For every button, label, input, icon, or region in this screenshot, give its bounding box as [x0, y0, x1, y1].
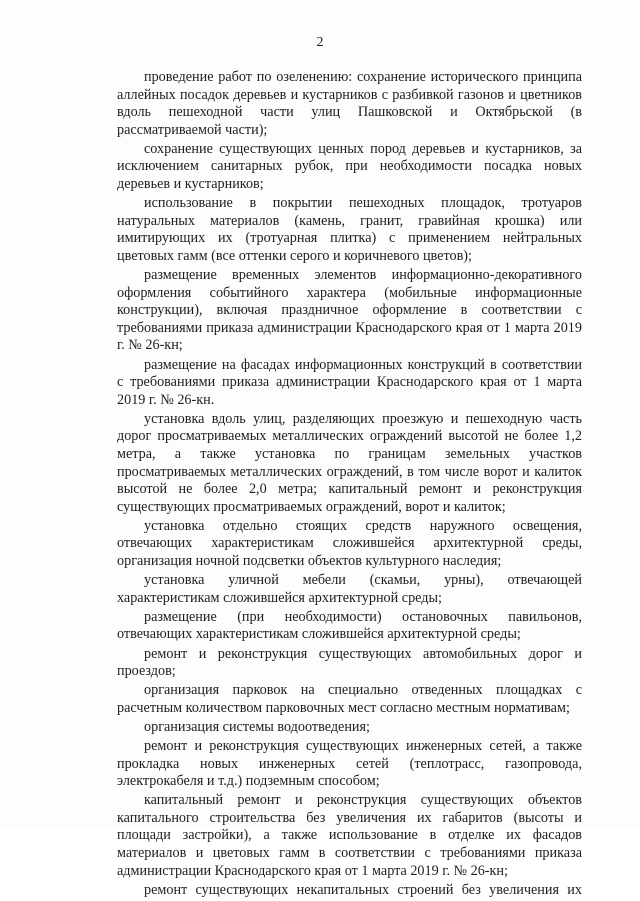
paragraph: использование в покрытии пешеходных площадок, тротуаров натуральных материалов (камень, гранит, гравийная крошка) или имитирующих их (тротуарная плитка) с применением нейтральных цветовых гамм (все оттенки серого и коричневого цветов); — [117, 195, 582, 264]
paragraph: сохранение существующих ценных пород деревьев и кустарников, за исключением санитарных рубок, при необходимости посадка новых деревьев и кустарников; — [117, 140, 582, 193]
paragraph: размещение на фасадах информационных конструкций в соответствии с требованиями приказа администрации Краснодарского края от 1 марта 2019 г. № 26-кн. — [117, 356, 582, 408]
paragraph: размещение временных элементов информационно-декоративного оформления событийного характера (мобильные информационные конструкции), включая праздничное оформление в соответствии с требованиями приказа администрации Краснодарского края от 1 марта 2019 г. № 26-кн; — [117, 267, 582, 354]
paragraph: установка вдоль улиц, разделяющих проезжую и пешеходную часть дорог просматриваемых металлических ограждений высотой не более 1,2 метра, а также установка по границам земельных участков просматриваемых металлических ограждений, в том числе ворот и калиток высотой не более 2,0 метра; капитальный ремонт и реконструкция существующих просматриваемых ограждений, ворот и калиток; — [117, 410, 582, 515]
paragraph: капитальный ремонт и реконструкция существующих объектов капитального строительства без увеличения их габаритов (высоты и площади застройки), а также использование в отделке их фасадов материалов и цветовых гамм в соответствии с требованиями приказа администрации Краснодарского края от 1 марта 2019 г. № 26-кн; — [117, 792, 582, 879]
paragraph: ремонт существующих некапитальных строений без увеличения их — [144, 881, 582, 898]
paragraph: ремонт и реконструкция существующих автомобильных дорог и проездов; — [117, 645, 582, 680]
paragraph: проведение работ по озеленению: сохранение исторического принципа аллейных посадок деревьев и кустарников с разбивкой газонов и цветников вдоль пешеходной части улиц Пашковской и Октябрьской (в рассматриваемой части); — [117, 69, 582, 138]
paragraph: ремонт и реконструкция существующих инженерных сетей, а также прокладка новых инженерных сетей (теплотрасс, газопровода, электрокабеля и т.д.) подземным способом; — [117, 737, 582, 790]
paragraph: организация системы водоотведения; — [144, 718, 370, 735]
paragraph: установка отдельно стоящих средств наружного освещения, отвечающих характеристикам сложившейся архитектурной среды, организация ночной подсветки объектов культурного наследия; — [117, 517, 582, 570]
page-number: 2 — [316, 35, 324, 50]
paragraph: размещение (при необходимости) остановочных павильонов, отвечающих характеристикам сложившейся архитектурной среды; — [117, 608, 582, 643]
paragraph: организация парковок на специально отведенных площадках с расчетным количеством парковочных мест согласно местным нормативам; — [117, 682, 582, 716]
paragraph: установка уличной мебели (скамьи, урны), отвечающей характеристикам сложившейся архитектурной среды; — [117, 572, 582, 606]
document-body — [117, 69, 582, 901]
